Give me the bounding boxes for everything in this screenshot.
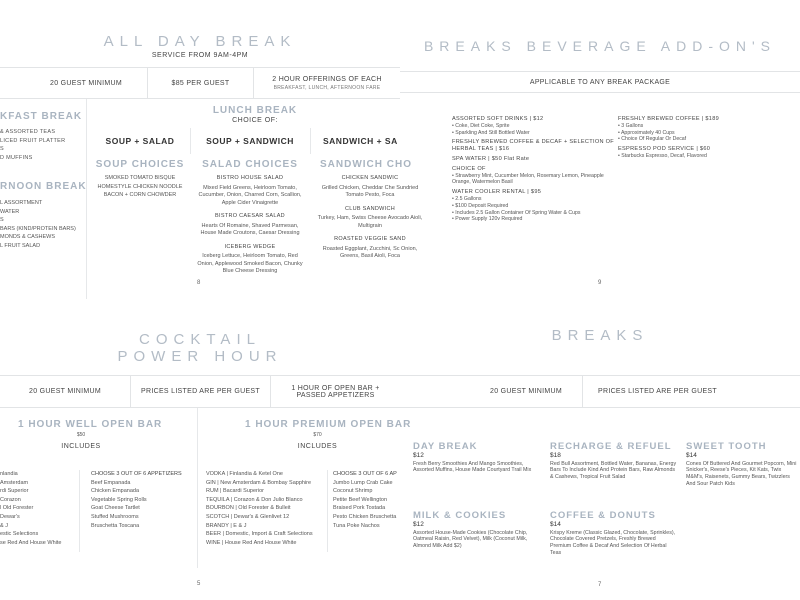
salad-item — [195, 213, 305, 238]
salad-item — [195, 244, 305, 276]
afternoon-item: WATER — [0, 208, 20, 215]
item-name: ROASTED VEGGIE SAND — [334, 236, 406, 242]
item-name: BISTRO CAESAR SALAD — [215, 213, 285, 219]
break-desc: Red Bull Assortment, Bottled Water, Bananas, Energy Bars To Include Kind And Protein Bars, Raw Almonds & Cashews, Tropical Fruit Salad — [550, 460, 677, 481]
page-title: BREAKS — [551, 327, 649, 344]
appetizer-item: Coconut Shrimp — [333, 488, 373, 495]
break-name: RECHARGE & REFUEL — [550, 441, 672, 452]
drink-item: BOURBON | Old Forester & Bulleit — [206, 505, 291, 512]
salad-heading: SALAD CHOICES — [202, 159, 298, 170]
beverage-heading: WATER COOLER RENTAL | $95 — [452, 189, 542, 196]
afternoon-item: L FRUIT SALAD — [0, 242, 41, 249]
page-number: 8 — [197, 280, 201, 286]
info-cell — [270, 376, 400, 407]
appetizer-item: Beef Empanada — [91, 479, 131, 486]
info-bar — [0, 67, 400, 99]
item-name: BISTRO HOUSE SALAD — [216, 175, 284, 181]
drink-item: rdi Superior — [0, 488, 29, 495]
beverage-detail: • Power Supply 120v Required — [452, 216, 523, 223]
info-cell — [147, 68, 253, 98]
soup-item: HOMESTYLE CHICKEN NOODLE — [97, 183, 183, 190]
divider — [197, 408, 198, 568]
break-name: SWEET TOOTH — [686, 441, 767, 452]
drink-item: & J — [0, 522, 8, 529]
break-price: $14 — [550, 521, 561, 528]
drink-item: Corazon — [0, 496, 21, 503]
info-cell — [582, 376, 800, 407]
appetizer-heading: CHOOSE 3 OUT OF 6 APPETIZERS — [91, 471, 182, 477]
option-label: SANDWICH + SA — [323, 136, 398, 146]
salad-list — [195, 175, 305, 282]
sandwich-item — [315, 206, 425, 231]
beverage-detail: • Sparkling And Still Bottled Water — [452, 129, 530, 136]
beverage-detail: • 2.5 Gallons — [452, 195, 482, 202]
option-label: SOUP + SALAD — [105, 136, 175, 146]
break-item — [686, 441, 800, 488]
sandwich-list — [315, 175, 425, 267]
info-bar — [400, 71, 800, 93]
appetizer-item: Chicken Empanada — [91, 488, 140, 495]
open-bar-note: 1 HOUR OF OPEN BAR + PASSED APPETIZERS — [291, 384, 380, 399]
soup-item: SMOKED TOMATO BISQUE — [104, 175, 176, 181]
drink-item: se Red And House White — [0, 539, 62, 546]
drink-item: l Old Forester — [0, 505, 34, 512]
beverage-detail: • $100 Deposit Required — [452, 202, 509, 209]
break-name: MILK & COOKIES — [413, 510, 507, 521]
guest-minimum: 20 GUEST MINIMUM — [50, 79, 122, 87]
item-description: Grilled Chicken, Cheddar Che Sundried Tomato Pesto, Foca — [321, 184, 419, 198]
break-desc: Assorted House-Made Cookies (Chocolate Chip, Oatmeal Raisin, Red Velvet), Milk (Coconut Milk, Almond Milk Add $2) — [413, 529, 528, 550]
well-appetizers — [91, 470, 182, 530]
premium-includes: INCLUDES — [297, 443, 338, 450]
break-name: DAY BREAK — [413, 441, 478, 452]
sandwich-heading: SANDWICH CHO — [320, 159, 412, 170]
sandwich-item — [315, 236, 425, 261]
beverage-list-left — [452, 113, 617, 223]
info-cell — [253, 68, 400, 98]
item-description: Turkey, Ham, Swiss Cheese Avocado Aioli, Multigrain — [317, 215, 423, 229]
divider — [310, 128, 311, 154]
beverage-detail: • Approximately 40 Cups — [618, 129, 675, 136]
breakfast-heading: KFAST BREAK — [0, 111, 83, 122]
info-cell — [0, 68, 147, 98]
breakfast-list — [0, 128, 65, 162]
page-title: BREAKS BEVERAGE ADD-ON'S — [423, 38, 777, 54]
page-title: ALL DAY BREAK — [103, 33, 297, 50]
drink-item: nlandia — [0, 471, 18, 477]
info-bar — [400, 375, 800, 408]
break-item — [413, 510, 541, 550]
well-includes: INCLUDES — [61, 443, 101, 450]
breakfast-item: S — [0, 146, 4, 153]
well-price: $50 — [76, 432, 86, 438]
info-cell — [0, 376, 130, 407]
page-number: 7 — [598, 582, 602, 588]
drink-item: SCOTCH | Dewar's & Glenlivet 12 — [206, 513, 290, 520]
well-bar-heading: 1 HOUR WELL OPEN BAR — [18, 419, 163, 430]
break-price: $18 — [550, 452, 561, 459]
afternoon-heading: RNOON BREAK — [0, 181, 87, 192]
breakfast-item: & ASSORTED TEAS — [0, 129, 56, 135]
beverage-detail: • Choice Of Regular Or Decaf — [618, 136, 687, 143]
divider — [190, 128, 191, 154]
appetizer-heading: CHOOSE 3 OUT OF 6 AP — [333, 471, 397, 477]
item-description: Roasted Eggplant, Zucchini, Sc Onion, Greens, Basil Aioli, Foca — [322, 245, 418, 259]
well-drinks — [0, 470, 61, 547]
offerings: 2 HOUR OFFERINGS OF EACH — [272, 75, 382, 83]
beverage-detail: • Coke, Diet Coke, Sprite — [452, 122, 510, 129]
item-description: Iceberg Lettuce, Heirloom Tomato, Red Onion, Applewood Smoked Bacon, Chunky Blue Cheese Dressing — [197, 253, 303, 274]
choice-of: CHOICE OF: — [232, 117, 278, 124]
lunch-heading: LUNCH BREAK — [212, 105, 298, 116]
break-name: COFFEE & DONUTS — [550, 510, 656, 521]
applicable-note: APPLICABLE TO ANY BREAK PACKAGE — [529, 78, 671, 86]
break-price: $14 — [686, 452, 697, 459]
drink-item: WINE | House Red And House White — [206, 539, 297, 546]
break-desc: Krispy Kreme (Classic Glazed, Chocolate, Sprinkles), Chocolate Covered Pretzels, Freshly Brewed Premium Coffee & Decaf And Selection Of Herbal Teas — [550, 529, 676, 556]
appetizer-item: Petite Beef Wellington — [333, 496, 388, 503]
item-description: Hearts Of Romaine, Shaved Parmesan, House Made Croutons, Caesar Dressing — [200, 222, 300, 236]
info-cell — [400, 376, 582, 407]
prices-note: PRICES LISTED ARE PER GUEST — [598, 388, 717, 395]
afternoon-item: S — [0, 217, 4, 224]
drink-item: Amsterdam — [0, 479, 29, 486]
appetizer-item: Vegetable Spring Rolls — [91, 496, 147, 503]
beverage-detail: • Starbucks Espresso, Decaf, Flavored — [618, 152, 707, 159]
info-bar — [0, 375, 400, 408]
guest-minimum: 20 GUEST MINIMUM — [490, 388, 562, 395]
afternoon-list — [0, 199, 76, 251]
appetizer-item: Jumbo Lump Crab Cake — [333, 479, 393, 486]
soup-heading: SOUP CHOICES — [95, 159, 185, 170]
break-item — [550, 510, 678, 557]
beverage-detail: • Includes 2.5 Gallon Container Of Spring Water & Cups — [452, 209, 581, 216]
page-title-line2: POWER HOUR — [117, 348, 283, 365]
drink-item: BRANDY | E & J — [206, 522, 247, 529]
divider — [86, 99, 87, 299]
beverage-heading: CHOICE OF — [452, 165, 486, 172]
drink-item: VODKA | Finlandia & Ketel One — [206, 471, 283, 477]
item-name: CLUB SANDWICH — [344, 205, 396, 212]
premium-appetizers — [333, 470, 397, 530]
price-per-guest: $85 PER GUEST — [171, 79, 230, 87]
beverage-heading: FRESHLY BREWED COFFEE & DECAF + SELECTION OF HERBAL TEAS | $16 — [452, 139, 615, 153]
divider — [79, 470, 80, 552]
afternoon-item: MONDS & CASHEWS — [0, 234, 56, 241]
appetizer-item: Tuna Poke Nachos — [333, 522, 380, 529]
beverage-heading: SPA WATER | $50 Flat Rate — [452, 155, 530, 162]
beverage-heading: ESPRESSO POD SERVICE | $60 — [618, 146, 711, 153]
info-cell — [400, 72, 800, 92]
appetizer-item: Braised Pork Tostada — [333, 505, 386, 512]
appetizer-item: Stuffed Mushrooms — [91, 513, 139, 520]
info-cell — [130, 376, 270, 407]
service-hours: SERVICE FROM 9AM-4PM — [151, 52, 249, 59]
appetizer-list — [333, 479, 397, 531]
appetizer-item: Bruschetta Toscana — [91, 522, 140, 529]
drink-item: GIN | New Amsterdam & Bombay Sapphire — [206, 479, 312, 486]
afternoon-item: BARS (KIND/PROTEIN BARS) — [0, 225, 76, 232]
break-desc: Fresh Berry Smoothies And Mango Smoothies, Assorted Muffins, House Made Courtyard Trail Mix — [413, 460, 532, 474]
page-title: COCKTAIL — [139, 331, 261, 348]
beverage-list-right — [618, 113, 778, 160]
soup-item: BACON + CORN CHOWDER — [103, 192, 177, 199]
item-name: ICEBERG WEDGE — [224, 243, 276, 250]
page-number: 9 — [598, 280, 602, 286]
premium-drinks — [206, 470, 313, 547]
break-price: $12 — [413, 452, 424, 459]
beverage-heading: FRESHLY BREWED COFFEE | $189 — [618, 116, 720, 122]
divider — [327, 470, 328, 552]
beverage-detail: • Strawberry Mint, Cucumber Melon, Rosemary Lemon, Pineapple Orange, Watermelon Basil — [452, 172, 604, 186]
break-item — [413, 441, 541, 474]
premium-price: $70 — [313, 432, 322, 438]
drink-item: TEQUILA | Corazon & Don Julio Blanco — [206, 496, 303, 503]
soup-list — [90, 174, 190, 200]
beverage-detail: • 3 Gallons — [618, 122, 644, 129]
premium-bar-heading: 1 HOUR PREMIUM OPEN BAR — [245, 419, 412, 430]
item-description: Mixed Field Greens, Heirloom Tomato, Cucumber, Onion, Charred Corn, Scallion, Apple Cider Vinaigrette — [198, 184, 302, 206]
drink-item: BEER | Domestic, Import & Craft Selections — [206, 531, 313, 538]
offerings-sub: BREAKFAST, LUNCH, AFTERNOON FARE — [273, 84, 381, 91]
breakfast-item: D MUFFINS — [0, 154, 33, 161]
break-desc: Cones Of Buttered And Gourmet Popcorn, Mini Snicker's, Reese's Pieces, Kit Kats, Twix M&M's, Raisenets, Gummy Bears, Twizzlers And Sour Patch Kids — [686, 460, 797, 487]
salad-item — [195, 175, 305, 207]
option-label: SOUP + SANDWICH — [206, 136, 294, 146]
break-price: $12 — [413, 521, 424, 528]
appetizer-item: Goat Cheese Tartlet — [91, 505, 140, 512]
afternoon-item: L ASSORTMENT — [0, 200, 43, 206]
guest-minimum: 20 GUEST MINIMUM — [29, 388, 101, 395]
sandwich-item — [315, 175, 425, 200]
appetizer-item: Pesto Chicken Bruschetta — [333, 513, 397, 520]
drink-item: RUM | Bacardi Superior — [206, 488, 264, 495]
appetizer-list — [91, 479, 182, 531]
breakfast-item: LICED FRUIT PLATTER — [0, 137, 66, 144]
drink-item: estic Selections — [0, 531, 39, 538]
break-item — [550, 441, 678, 481]
item-name: CHICKEN SANDWIC — [341, 175, 399, 181]
page-number: 5 — [197, 581, 201, 587]
prices-note: PRICES LISTED ARE PER GUEST — [141, 388, 260, 395]
drink-item: Dewar's — [0, 513, 20, 520]
beverage-heading: ASSORTED SOFT DRINKS | $12 — [452, 116, 544, 122]
